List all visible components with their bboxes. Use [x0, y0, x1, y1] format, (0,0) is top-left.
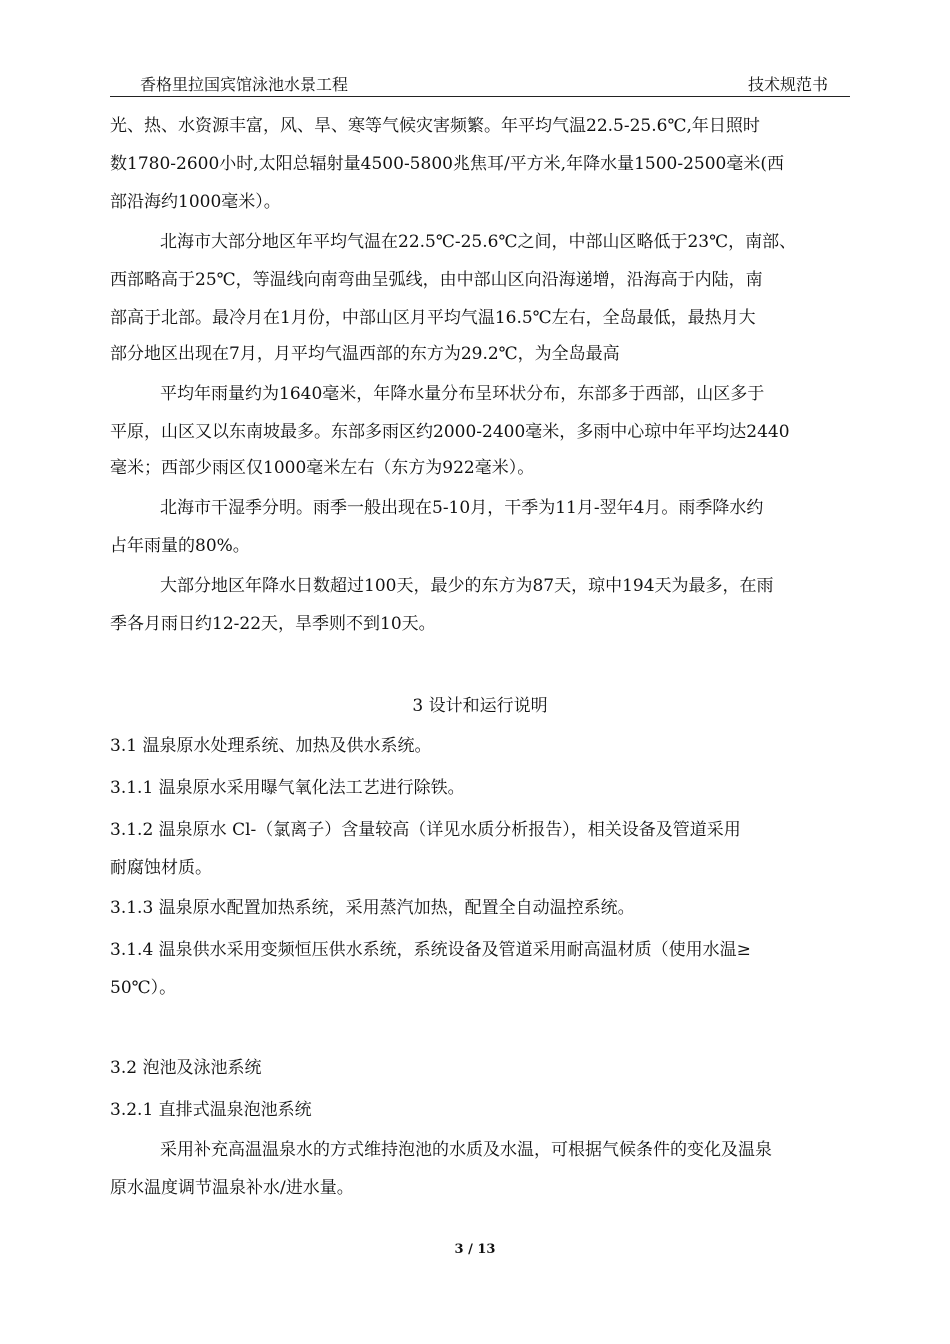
list-item-continuation: 耐腐蚀材质。 — [110, 858, 212, 878]
paragraph-line: 部分地区出现在7月，月平均气温西部的东方为29.2℃，为全岛最高 — [110, 344, 620, 364]
list-item: 3.1.2 温泉原水 Cl-（氯离子）含量较高（详见水质分析报告），相关设备及管道采用 — [110, 820, 741, 840]
page-header — [110, 70, 850, 97]
paragraph-line: 北海市大部分地区年平均气温在22.5℃-25.6℃之间，中部山区略低于23℃，南部、 — [160, 232, 797, 252]
paragraph-line: 平均年雨量约为1640毫米，年降水量分布呈环状分布，东部多于西部，山区多于 — [160, 384, 765, 404]
paragraph-line: 西部略高于25℃，等温线向南弯曲呈弧线，由中部山区向沿海递增，沿海高于内陆，南 — [110, 270, 763, 290]
subsection-heading: 3.1 温泉原水处理系统、加热及供水系统。 — [110, 736, 432, 756]
paragraph-line: 数1780-2600小时,太阳总辐射量4500-5800兆焦耳/平方米,年降水量1500-2500毫米(西 — [110, 154, 784, 174]
subsection-heading: 3.2.1 直排式温泉泡池系统 — [110, 1100, 312, 1120]
subsection-heading: 3.2 泡池及泳池系统 — [110, 1058, 262, 1078]
section-heading: 3 设计和运行说明 — [412, 696, 548, 716]
paragraph-line: 季各月雨日约12-22天，旱季则不到10天。 — [110, 614, 436, 634]
header-project-title: 香格里拉国宾馆泳池水景工程 — [140, 75, 349, 94]
paragraph-line: 毫米；西部少雨区仅1000毫米左右（东方为922毫米）。 — [110, 458, 535, 478]
paragraph-line: 平原，山区又以东南坡最多。东部多雨区约2000-2400毫米，多雨中心琼中年平均达2440 — [110, 422, 790, 442]
header-doc-type: 技术规范书 — [747, 75, 828, 94]
paragraph-line: 部高于北部。最冷月在1月份，中部山区月平均气温16.5℃左右，全岛最低，最热月大 — [110, 308, 756, 328]
paragraph-line: 原水温度调节温泉补水/进水量。 — [110, 1178, 354, 1198]
page-number: 3 / 13 — [454, 1242, 496, 1257]
list-item-continuation: 50℃）。 — [110, 978, 177, 998]
list-item: 3.1.3 温泉原水配置加热系统，采用蒸汽加热，配置全自动温控系统。 — [110, 898, 635, 918]
paragraph-line: 北海市干湿季分明。雨季一般出现在5-10月，干季为11月-翌年4月。雨季降水约 — [160, 498, 764, 518]
list-item: 3.1.4 温泉供水采用变频恒压供水系统，系统设备及管道采用耐高温材质（使用水温≥ — [110, 940, 751, 960]
paragraph-line: 光、热、水资源丰富，风、旱、寒等气候灾害频繁。年平均气温22.5-25.6℃,年日照时 — [110, 116, 760, 136]
paragraph-line: 部沿海约1000毫米）。 — [110, 192, 281, 212]
paragraph-line: 采用补充高温温泉水的方式维持泡池的水质及水温，可根据气候条件的变化及温泉 — [160, 1140, 772, 1160]
paragraph-line: 大部分地区年降水日数超过100天，最少的东方为87天，琼中194天为最多，在雨 — [160, 576, 774, 596]
paragraph-line: 占年雨量的80%。 — [110, 536, 250, 556]
list-item: 3.1.1 温泉原水采用曝气氧化法工艺进行除铁。 — [110, 778, 465, 798]
